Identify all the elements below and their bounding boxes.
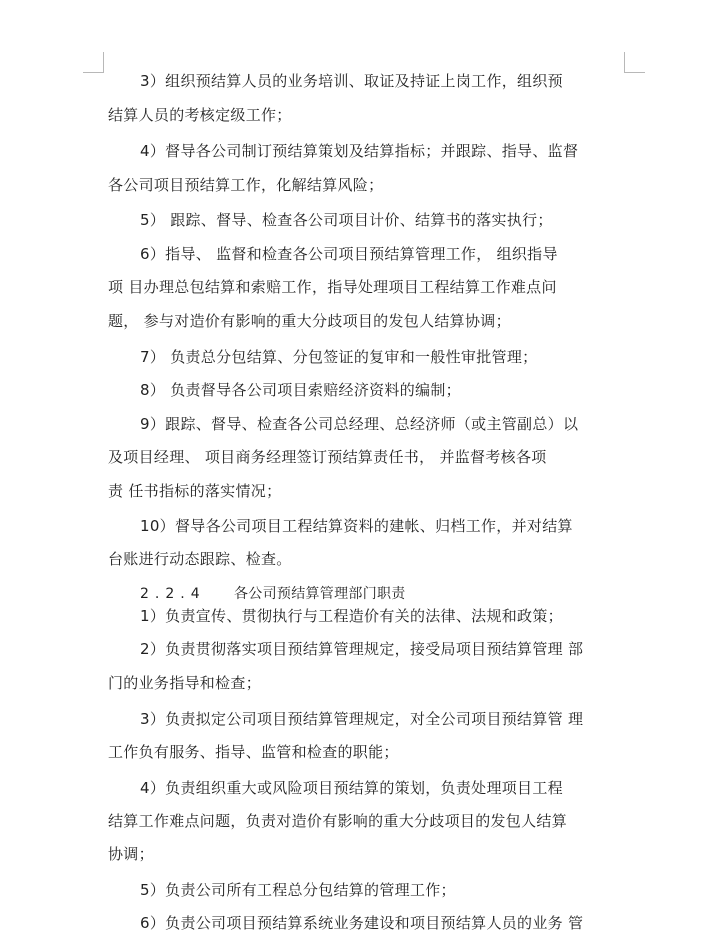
paragraph-line: 协调； bbox=[108, 845, 154, 863]
paragraph-line: 1）负责宣传、贯彻执行与工程造价有关的法律、法规和政策； bbox=[140, 607, 563, 625]
paragraph-line: 3）负责拟定公司项目预结算管理规定，对全公司项目预结算管 理 bbox=[140, 710, 584, 728]
paragraph-line: 责 任书指标的落实情况； bbox=[108, 482, 282, 500]
paragraph-line: 5）负责公司所有工程总分包结算的管理工作； bbox=[140, 881, 456, 899]
paragraph-line: 及项目经理、 项目商务经理签订预结算责任书， 并监督考核各项 bbox=[108, 448, 547, 466]
section-number: 2.2.4 bbox=[140, 586, 206, 602]
paragraph-line: 4）负责组织重大或风险项目预结算的策划，负责处理项目工程 bbox=[140, 779, 563, 797]
paragraph-line: 6）负责公司项目预结算系统业务建设和项目预结算人员的业务 管 bbox=[140, 914, 584, 932]
paragraph-line: 各公司项目预结算工作，化解结算风险； bbox=[108, 176, 384, 194]
paragraph-line: 4）督导各公司制订预结算策划及结算指标；并跟踪、指导、监督 bbox=[140, 142, 579, 160]
paragraph-line: 台账进行动态跟踪、检查。 bbox=[108, 550, 292, 568]
paragraph-line: 门的业务指导和检查； bbox=[108, 674, 262, 692]
section-title: 各公司预结算管理部门职责 bbox=[234, 586, 406, 602]
paragraph-line: 6）指导、 监督和检查各公司项目预结算管理工作， 组织指导 bbox=[140, 245, 558, 263]
margin-corner-mark-top-right bbox=[624, 52, 645, 73]
paragraph-line: 9）跟踪、督导、检查各公司总经理、总经济师（或主管副总）以 bbox=[140, 415, 579, 433]
paragraph-line: 2）负责贯彻落实项目预结算管理规定，接受局项目预结算管理 部 bbox=[140, 640, 584, 658]
paragraph-line: 项 目办理总包结算和索赔工作，指导处理项目工程结算工作难点问 bbox=[108, 278, 557, 296]
paragraph-line: 3）组织预结算人员的业务培训、取证及持证上岗工作，组织预 bbox=[140, 72, 563, 90]
paragraph-line: 工作负有服务、指导、监管和检查的职能； bbox=[108, 743, 399, 761]
paragraph-line: 题， 参与对造价有影响的重大分歧项目的发包人结算协调； bbox=[108, 312, 511, 330]
paragraph-line: 10）督导各公司项目工程结算资料的建帐、归档工作，并对结算 bbox=[140, 517, 573, 535]
paragraph-line: 结算人员的考核定级工作； bbox=[108, 106, 292, 124]
margin-corner-mark-top-left bbox=[83, 52, 104, 73]
paragraph-line: 5） 跟踪、督导、检查各公司项目计价、结算书的落实执行； bbox=[140, 211, 553, 229]
paragraph-line: 7） 负责总分包结算、分包签证的复审和一般性审批管理； bbox=[140, 348, 538, 366]
section-heading bbox=[140, 584, 406, 604]
paragraph-line: 8） 负责督导各公司项目索赔经济资料的编制； bbox=[140, 381, 461, 399]
paragraph-line: 结算工作难点问题，负责对造价有影响的重大分歧项目的发包人结算 bbox=[108, 812, 568, 830]
